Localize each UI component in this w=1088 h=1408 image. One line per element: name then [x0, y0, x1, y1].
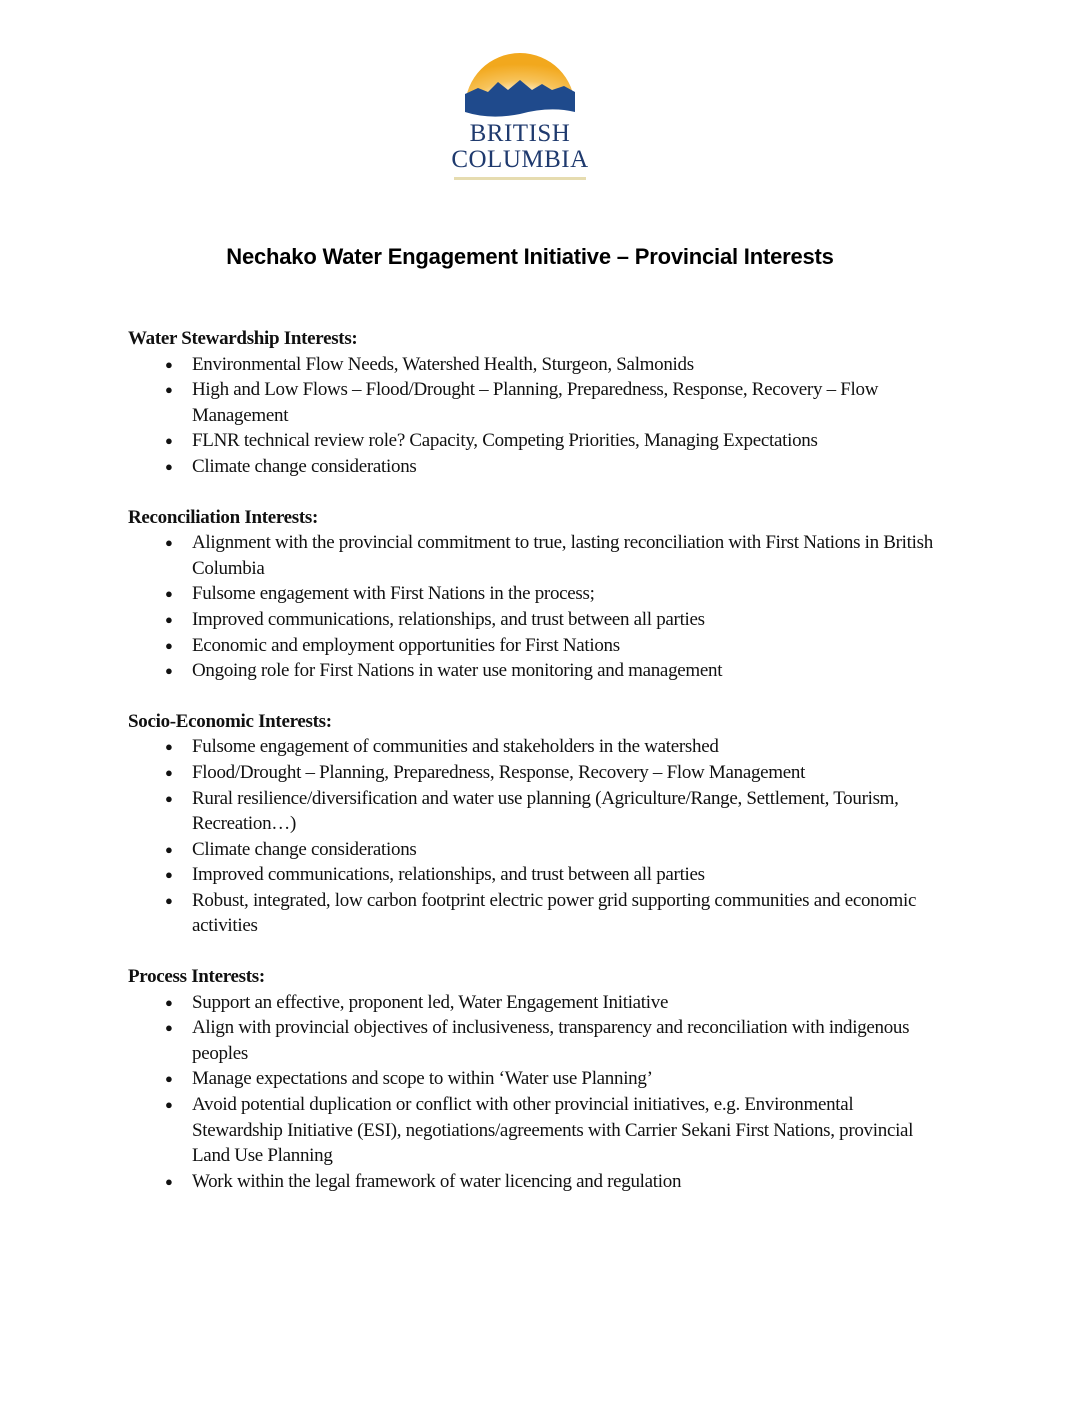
- list-item: ● Environmental Flow Needs, Watershed Health, Sturgeon, Salmonids: [128, 352, 948, 378]
- bullet-icon: ●: [165, 739, 173, 755]
- logo-text-british: BRITISH: [469, 120, 571, 147]
- bullet-icon: ●: [165, 382, 173, 398]
- list-item: ● Climate change considerations: [128, 454, 948, 480]
- bullet-icon: ●: [165, 1097, 173, 1113]
- list-item: ● Flood/Drought – Planning, Preparedness, Response, Recovery – Flow Management: [128, 760, 948, 786]
- logo-underline: [454, 177, 586, 180]
- list-item: ● Manage expectations and scope to within ‘Water use Planning’: [128, 1066, 948, 1092]
- bullet-icon: ●: [165, 535, 173, 551]
- section-socio-economic: [128, 709, 948, 939]
- document-title: Nechako Water Engagement Initiative – Provincial Interests: [226, 244, 834, 269]
- list-item: ● Improved communications, relationships, and trust between all parties: [128, 862, 948, 888]
- bullet-list: [128, 734, 948, 939]
- list-item: ● FLNR technical review role? Capacity, Competing Priorities, Managing Expectations: [128, 428, 948, 454]
- logo-text-columbia: COLUMBIA: [451, 146, 589, 173]
- list-item: ● Rural resilience/diversification and water use planning (Agriculture/Range, Settlement, Tourism, Recreation…): [165, 787, 899, 835]
- list-item: ● Fulsome engagement with First Nations in the process;: [128, 581, 948, 607]
- bc-government-logo: [440, 46, 600, 186]
- list-item: ● Economic and employment opportunities for First Nations: [128, 633, 948, 659]
- bullet-icon: ●: [165, 1173, 173, 1189]
- list-item: ● Align with provincial objectives of inclusiveness, transparency and reconciliation with indigenous peoples: [165, 1017, 910, 1064]
- bullet-list: [128, 352, 948, 480]
- section-process: [128, 964, 948, 1194]
- bullet-icon: ●: [165, 663, 173, 679]
- bullet-icon: ●: [165, 867, 173, 883]
- bullet-icon: ●: [165, 1071, 173, 1087]
- list-item: ● Support an effective, proponent led, Water Engagement Initiative: [128, 990, 948, 1016]
- list-item: ● Improved communications, relationships, and trust between all parties: [128, 607, 948, 633]
- list-item: ● Alignment with the provincial commitment to true, lasting reconciliation with First Nations in British Columbia: [165, 532, 933, 579]
- bullet-icon: ●: [165, 1020, 173, 1036]
- list-item: ● High and Low Flows – Flood/Drought – Planning, Preparedness, Response, Recovery – Flow Management: [165, 379, 879, 426]
- list-item: ● Work within the legal framework of water licencing and regulation: [128, 1169, 948, 1195]
- section-heading: Process Interests:: [128, 966, 265, 988]
- section-heading: Water Stewardship Interests:: [128, 328, 358, 349]
- sun-mountains-icon: [440, 46, 600, 122]
- section-heading: Reconciliation Interests:: [128, 506, 319, 528]
- list-item: ● Avoid potential duplication or conflict with other provincial initiatives, e.g. Environmental Stewardship Initiative (ESI), negotiations/agreements with Carrier Sekani First Nations, provincial Land Use Planning: [165, 1094, 914, 1167]
- bullet-icon: ●: [165, 790, 173, 806]
- list-item: ● Fulsome engagement of communities and stakeholders in the watershed: [128, 734, 948, 760]
- list-item: ● Climate change considerations: [128, 837, 948, 863]
- bullet-icon: ●: [165, 841, 173, 857]
- bullet-icon: ●: [165, 586, 173, 602]
- list-item: ● Robust, integrated, low carbon footprint electric power grid supporting communities and economic activities: [165, 889, 917, 937]
- bullet-icon: ●: [165, 356, 173, 372]
- bullet-icon: ●: [165, 637, 173, 653]
- bullet-icon: ●: [165, 458, 173, 474]
- bullet-icon: ●: [165, 611, 173, 627]
- bullet-icon: ●: [165, 764, 173, 780]
- section-heading: Socio-Economic Interests:: [128, 710, 332, 732]
- list-item: ● Ongoing role for First Nations in water use monitoring and management: [128, 658, 948, 684]
- bullet-icon: ●: [165, 892, 173, 908]
- document-body: [128, 326, 948, 1219]
- bullet-list: [128, 530, 948, 684]
- bullet-list: [128, 990, 948, 1195]
- section-reconciliation: [128, 505, 948, 684]
- section-water-stewardship: [128, 326, 948, 480]
- bullet-icon: ●: [165, 994, 173, 1010]
- bullet-icon: ●: [165, 433, 173, 449]
